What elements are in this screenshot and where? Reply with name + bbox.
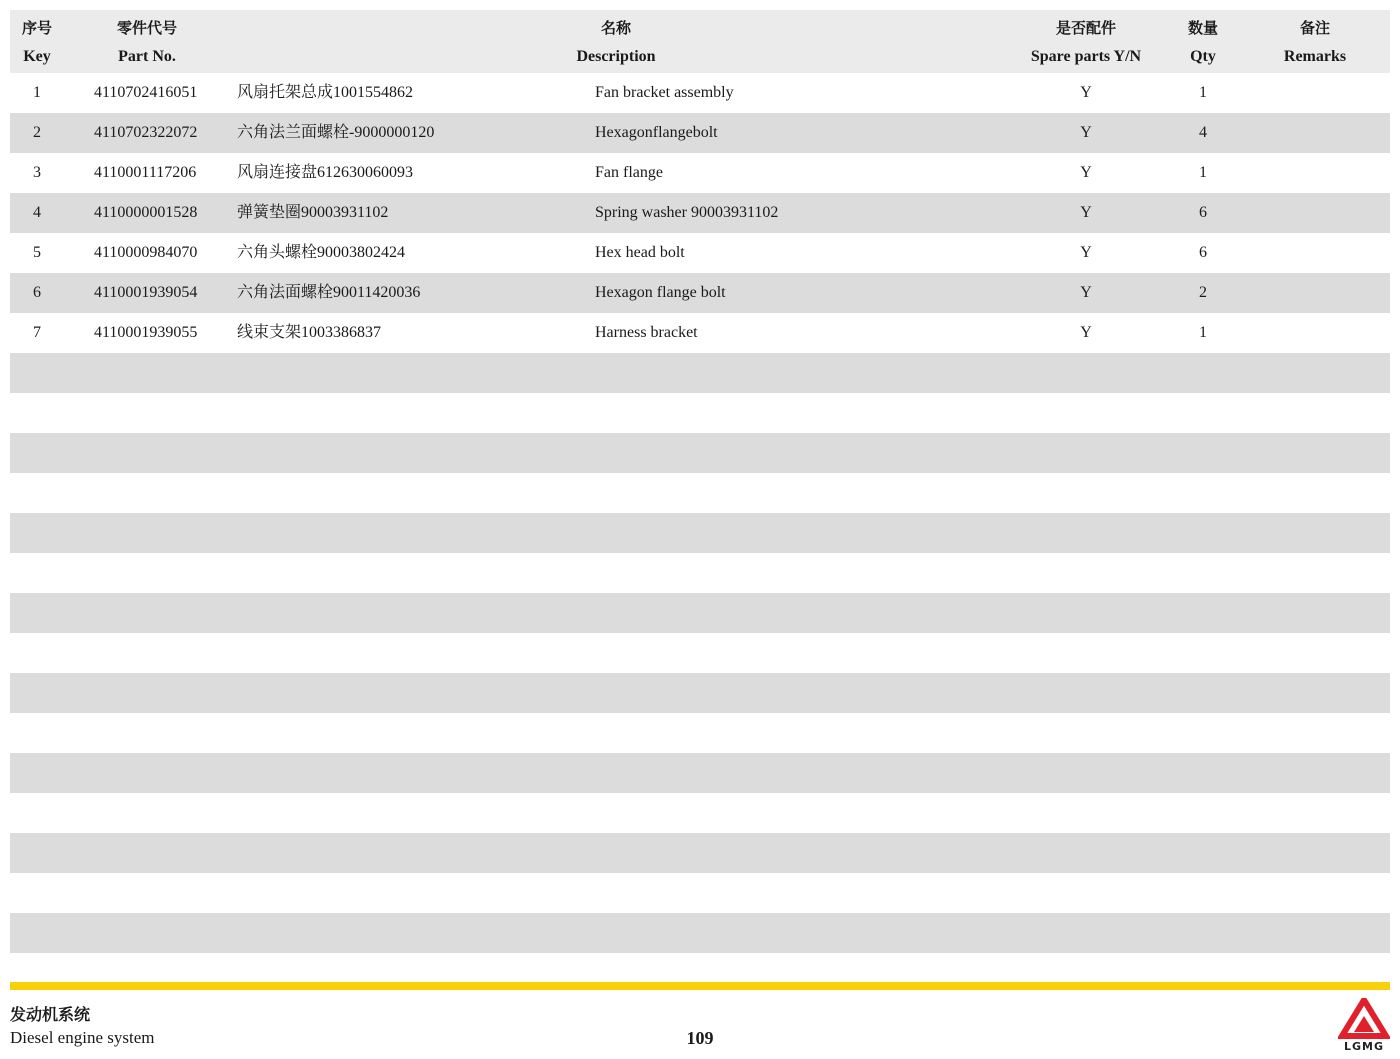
key-cell: 1 [33, 84, 41, 101]
table-row [10, 313, 1390, 353]
page-number: 109 [686, 1028, 714, 1048]
name-zh-cell: 线束支架1003386837 [237, 324, 382, 341]
qty-cell: 6 [1199, 204, 1207, 221]
header-description [516, 10, 716, 73]
spare-cell: Y [1080, 324, 1092, 341]
key-cell: 7 [33, 324, 41, 341]
name-en-cell: Hexagon flange bolt [595, 284, 726, 301]
parts-table [10, 10, 1390, 953]
empty-table-row [10, 913, 1390, 953]
remarks-cell [1260, 193, 1370, 233]
table-row [10, 153, 1390, 193]
name-en-cell: Hex head bolt [595, 244, 685, 261]
part-no-cell: 4110000984070 [94, 244, 198, 261]
qty-cell: 1 [1199, 84, 1207, 101]
part-no-cell: 4110702416051 [94, 84, 198, 101]
key-cell: 5 [33, 244, 41, 261]
name-en-cell: Hexagonflangebolt [595, 124, 718, 141]
name-en-cell: Harness bracket [595, 324, 698, 341]
empty-table-row [10, 553, 1390, 593]
key-cell: 3 [33, 164, 41, 181]
part-no-cell: 4110001939055 [94, 324, 198, 341]
header-remarks-en: Remarks [1283, 48, 1347, 65]
spare-cell: Y [1080, 84, 1092, 101]
remarks-cell [1260, 73, 1370, 113]
yellow-divider [10, 982, 1390, 990]
name-zh-cell: 六角法兰面螺栓-9000000120 [237, 124, 435, 141]
spare-cell: Y [1080, 204, 1092, 221]
header-key-en: Key [23, 48, 51, 65]
remarks-cell [1260, 113, 1370, 153]
key-cell: 6 [33, 284, 41, 301]
header-remarks-zh: 备注 [1299, 19, 1330, 37]
part-no-cell: 4110702322072 [94, 124, 198, 141]
header-key [10, 10, 64, 73]
spare-cell: Y [1080, 124, 1092, 141]
header-qty-en: Qty [1190, 48, 1216, 65]
table-row [10, 73, 1390, 113]
header-part-no-zh: 零件代号 [116, 19, 177, 37]
header-part-no [84, 10, 210, 73]
table-row [10, 273, 1390, 313]
empty-table-row [10, 513, 1390, 553]
empty-table-row [10, 593, 1390, 633]
qty-cell: 4 [1199, 124, 1207, 141]
empty-table-row [10, 673, 1390, 713]
table-row [10, 193, 1390, 233]
remarks-cell [1260, 273, 1370, 313]
qty-cell: 6 [1199, 244, 1207, 261]
empty-table-row [10, 793, 1390, 833]
key-cell: 2 [33, 124, 41, 141]
header-part-no-en: Part No. [118, 48, 176, 65]
logo-text: LGMG [1343, 1040, 1384, 1053]
header-key-zh: 序号 [21, 19, 52, 37]
triangle-logo-icon [1338, 998, 1390, 1040]
name-en-cell: Fan flange [595, 164, 663, 181]
part-no-cell: 4110001939054 [94, 284, 198, 301]
header-qty [1163, 10, 1243, 73]
spare-cell: Y [1080, 164, 1092, 181]
empty-table-row [10, 713, 1390, 753]
empty-table-row [10, 353, 1390, 393]
part-no-cell: 4110001117206 [94, 164, 197, 181]
name-zh-cell: 风扇连接盘612630060093 [237, 164, 414, 181]
lgmg-logo [1338, 998, 1390, 1053]
empty-table-row [10, 753, 1390, 793]
header-spare-en: Spare parts Y/N [1030, 48, 1142, 65]
name-zh-cell: 弹簧垫圈90003931102 [237, 204, 389, 221]
remarks-cell [1260, 233, 1370, 273]
table-row [10, 233, 1390, 273]
name-zh-cell: 六角头螺栓90003802424 [237, 244, 406, 261]
section-title-zh: 发动机系统 [10, 1005, 91, 1024]
remarks-cell [1260, 153, 1370, 193]
spare-cell: Y [1080, 244, 1092, 261]
header-description-zh: 名称 [600, 19, 631, 37]
qty-cell: 2 [1199, 284, 1207, 301]
section-title-en: Diesel engine system [10, 1028, 155, 1047]
empty-table-row [10, 633, 1390, 673]
qty-cell: 1 [1199, 164, 1207, 181]
table-body [10, 73, 1390, 953]
name-en-cell: Spring washer 90003931102 [595, 204, 779, 221]
name-zh-cell: 六角法面螺栓90011420036 [237, 284, 421, 301]
header-spare-zh: 是否配件 [1055, 19, 1116, 37]
qty-cell: 1 [1199, 324, 1207, 341]
header-spare [1016, 10, 1156, 73]
empty-table-row [10, 833, 1390, 873]
remarks-cell [1260, 313, 1370, 353]
part-no-cell: 4110000001528 [94, 204, 198, 221]
empty-table-row [10, 473, 1390, 513]
empty-table-row [10, 393, 1390, 433]
name-zh-cell: 风扇托架总成1001554862 [237, 84, 414, 101]
header-remarks [1260, 10, 1370, 73]
name-en-cell: Fan bracket assembly [595, 84, 734, 101]
spare-cell: Y [1080, 284, 1092, 301]
key-cell: 4 [33, 204, 41, 221]
header-description-en: Description [576, 48, 656, 65]
empty-table-row [10, 873, 1390, 913]
empty-table-row [10, 433, 1390, 473]
table-row [10, 113, 1390, 153]
table-header [10, 10, 1390, 73]
header-qty-zh: 数量 [1187, 19, 1218, 37]
